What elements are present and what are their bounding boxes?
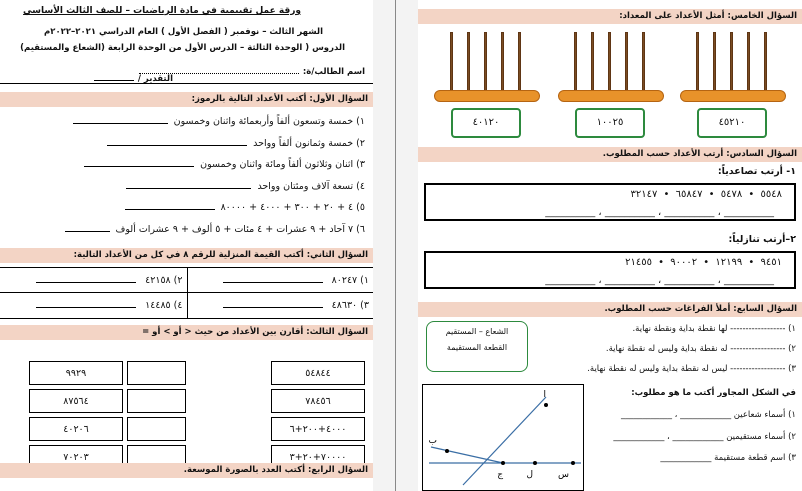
q1-item: ١) خمسة وتسعون ألفاً وأربعمائة واثنان وخمسون	[8, 111, 365, 133]
q6-asc-blanks[interactable]: __________ ، __________ ، __________ ، __________	[545, 207, 774, 218]
q1-title: السؤال الأول: أكتب الأعداد التالية بالرموز:	[0, 92, 373, 107]
answer-blank[interactable]	[125, 201, 215, 210]
q7-fig-item[interactable]: ١) أسماء شعاعين ____________ ، ____________	[620, 410, 796, 420]
point-label: ج	[497, 470, 503, 480]
q7-item[interactable]: ٣) ------------------ ليس له نقطة بداية وليس له نقطة نهاية.	[587, 364, 796, 374]
q6-desc-numbers: ٩٤٥١ • ١٢١٩٩ • ٩٠٠٠٢ • ٢١٤٥٥	[625, 257, 782, 268]
point-label: ل	[526, 470, 533, 480]
worksheet-left-column	[0, 0, 373, 491]
abacus-rod	[730, 32, 733, 94]
abacus-number: ١٠٠٢٥	[575, 108, 645, 138]
q6-desc-label: ٢–أرتب تنازلياً:	[728, 234, 796, 245]
abacus-base	[558, 90, 664, 102]
answer-blank[interactable]	[126, 180, 251, 189]
answer-blank[interactable]	[65, 223, 110, 232]
student-name-row	[0, 62, 373, 84]
q7-term-bank	[426, 321, 528, 372]
q1-item: ٦) ٧ آحاد + ٩ عشرات + ٤ مئات + ٥ ألوف + ٩ عشرات ألوف	[8, 219, 365, 241]
fold-line	[395, 0, 396, 491]
q3-left-box: ٩٩٢٩	[29, 361, 123, 385]
abacus[interactable]	[680, 32, 786, 132]
page-gutter	[373, 0, 418, 491]
q4-title: السؤال الرابع: أكتب العدد بالصورة الموسعة.	[0, 463, 373, 478]
q6-asc-numbers: ٥٥٤٨ • ٥٤٧٨ • ٦٥٨٤٧ • ٣٢١٤٧	[630, 189, 782, 200]
q3-right-box: ٧٠٠٠٠+٢٠+٣	[271, 445, 365, 469]
q7-fig-intro: في الشكل المجاور أكتب ما هو مطلوب:	[631, 388, 796, 398]
q6-desc-box	[424, 251, 796, 289]
abacus-rod	[764, 32, 767, 94]
q6-desc-blanks[interactable]: __________ ، __________ ، __________ ، __________	[545, 275, 774, 286]
student-name-label: اسم الطالب/ة:	[302, 67, 365, 77]
q7-title: السؤال السابع: أملأ الفراغات حسب المطلوب.	[418, 302, 802, 317]
q3-left-box: ٨٧٥٦٤	[29, 389, 123, 413]
q7-fig-item[interactable]: ٣) اسم قطعة مستقيمة ____________	[660, 453, 796, 463]
grade-label: التقدير /	[137, 74, 173, 84]
q3-sign-box[interactable]	[127, 389, 186, 413]
abacus-rod	[696, 32, 699, 94]
q2-grid	[0, 267, 373, 319]
abacus-number: ٤٥٢١٠	[697, 108, 767, 138]
q7-item[interactable]: ٢) ------------------ له نقطة بداية وليس له نقطة نهاية.	[605, 344, 796, 354]
q1-item: ٤) تسعة آلاف ومئتان وواحد	[8, 176, 365, 198]
q7-fig-item[interactable]: ٢) أسماء مستقيمين ____________ ، ____________	[613, 432, 796, 442]
q6-asc-label: ١- أرتب تصاعدياً:	[717, 166, 796, 177]
point-label: ا	[543, 390, 546, 400]
abacus-rod	[484, 32, 487, 94]
q3-right-box: ٥٤٨٤٤	[271, 361, 365, 385]
q2-cell: ٣) ٤٨٦٣٠	[187, 293, 374, 318]
worksheet-lessons-line: الدروس ( الوحدة الثالثة – الدرس الأول من الوحدة الرابعة (الشعاع والمستقيم)	[20, 43, 345, 53]
abacus-rod	[591, 32, 594, 94]
worksheet-header	[0, 0, 373, 65]
q3-left-box: ٤٠٢٠٦	[29, 417, 123, 441]
grade-field[interactable]	[94, 72, 134, 81]
q2-title: السؤال الثاني: أكتب القيمة المنزلية للرقم ٨ في كل من الأعداد التالية:	[0, 248, 373, 263]
abacus-rod	[501, 32, 504, 94]
rays-lines-figure	[423, 385, 585, 491]
abacus-rod	[518, 32, 521, 94]
q1-item: ٢) خمسة وثمانون ألفاً وواحد	[8, 133, 365, 155]
q3-title: السؤال الثالث: أقارن بين الأعداد من حيث < أو > أو =	[0, 325, 373, 340]
abacus-rod	[713, 32, 716, 94]
answer-blank[interactable]	[107, 137, 247, 146]
worksheet-right-column	[418, 0, 802, 491]
answer-blank[interactable]	[84, 158, 194, 167]
answer-blank[interactable]	[73, 115, 168, 124]
abacus-base	[680, 90, 786, 102]
q2-cell: ٤) ١٤٤٨٥	[0, 293, 187, 318]
q1-list	[0, 107, 373, 240]
q3-right-box: ٧٨٤٥٦	[271, 389, 365, 413]
q7-term: القطعة المستقيمة	[446, 343, 508, 352]
q2-cell: ٢) ٤٢١٥٨	[0, 268, 187, 293]
abacus-number: ٤٠١٢٠	[451, 108, 521, 138]
abacus-rod	[747, 32, 750, 94]
q3-sign-box[interactable]	[127, 417, 186, 441]
abacus-rod	[625, 32, 628, 94]
worksheet-title: ورقة عمل تقييمية في مادة الرياضيات – للصف الثالث الأساسي	[23, 6, 301, 16]
answer-blank[interactable]	[36, 299, 136, 308]
answer-blank[interactable]	[223, 299, 323, 308]
q3-left-box: ٧٠٢٠٣	[29, 445, 123, 469]
worksheet-date-line: الشهر الثالث – نوفمبر ( الفصل الأول ) العام الدراسي ٢٠٢١–٢٠٢٢م	[44, 27, 323, 37]
abacus-rod	[450, 32, 453, 94]
point-label: ب	[428, 436, 437, 446]
abacus[interactable]	[558, 32, 664, 132]
abacus-rod	[574, 32, 577, 94]
q1-item: ٣) اثنان وثلاثون ألفاً ومائة واثنان وخمسون	[8, 154, 365, 176]
q3-right-box: ٤٠٠٠+٢٠٠+٦	[271, 417, 365, 441]
point-label: س	[558, 470, 569, 480]
q5-title: السؤال الخامس: أمثل الأعداد على المعداد:	[418, 9, 802, 24]
abacus-rod	[608, 32, 611, 94]
q3-sign-box[interactable]	[127, 361, 186, 385]
q7-item[interactable]: ١) ------------------ لها نقطة بداية ونقطة نهاية.	[632, 324, 796, 334]
q6-title: السؤال السادس: أرتب الأعداد حسب المطلوب.	[418, 147, 802, 162]
q3-compare-grid	[0, 340, 373, 465]
abacus[interactable]	[434, 32, 540, 132]
q7-term: الشعاع – المستقيم	[445, 327, 509, 336]
abacus-rod	[642, 32, 645, 94]
abacus-rod	[467, 32, 470, 94]
abacus-base	[434, 90, 540, 102]
answer-blank[interactable]	[36, 274, 136, 283]
q6-asc-box	[424, 183, 796, 221]
q2-cell: ١) ٨٠٢٤٧	[187, 268, 374, 293]
answer-blank[interactable]	[223, 274, 323, 283]
q1-item: ٥) ٤ + ٢٠ + ٣٠٠ + ٤٠٠٠ + ٨٠٠٠٠	[8, 197, 365, 219]
q7-figure	[422, 384, 584, 491]
